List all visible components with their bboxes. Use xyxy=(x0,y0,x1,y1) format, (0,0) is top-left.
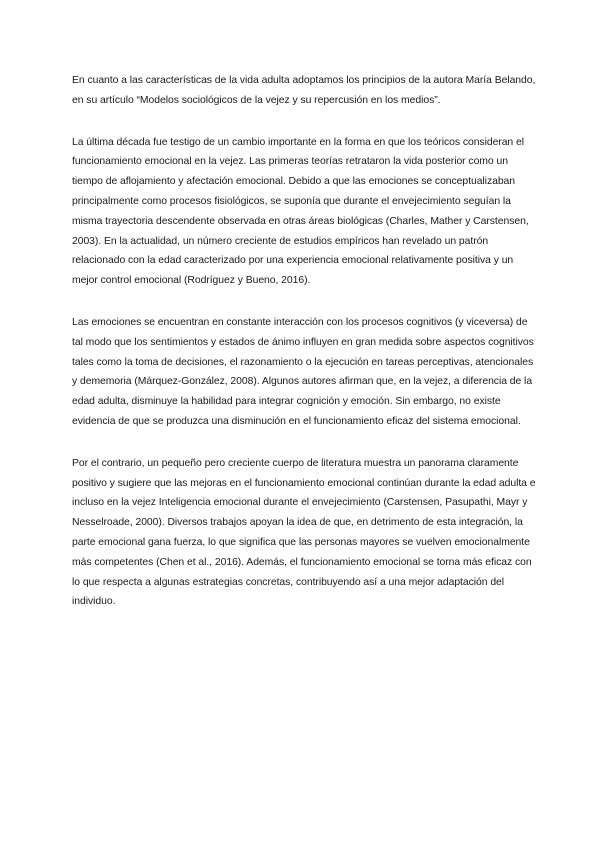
paragraph-emotion-cognition xyxy=(72,313,532,432)
paragraph-emotional-functioning xyxy=(72,133,532,291)
paragraph-intro xyxy=(72,71,536,111)
text-line: individuo. xyxy=(72,596,116,608)
text-line: Por el contrario, un pequeño pero creciente cuerpo de literatura muestra un panorama claramente xyxy=(72,457,519,469)
text-line: incluso en la vejez Inteligencia emocional durante el envejecimiento (Carstensen, Pasupathi, Mayr y xyxy=(72,497,528,509)
text-line: Nesselroade, 2000). Diversos trabajos apoyan la idea de que, en detrimento de esta integración, la xyxy=(72,517,523,529)
text-line: 2003). En la actualidad, un número creciente de estudios empíricos han revelado un patrón xyxy=(72,235,489,247)
text-line: tiempo de aflojamiento y afectación emocional. Debido a que las emociones se conceptualizaban xyxy=(72,176,516,188)
text-line: funcionamiento emocional en la vejez. Las primeras teorías retrataron la vida posterior como un xyxy=(72,156,508,168)
text-line: en su artículo “Modelos sociológicos de la vejez y su repercusión en los medios”. xyxy=(72,94,441,106)
text-line: parte emocional gana fuerza, lo que significa que las personas mayores se vuelven emocionalmente xyxy=(72,536,530,548)
text-line: lo que respecta a algunas estrategias concretas, contribuyendo así a una mejor adaptación del xyxy=(72,576,505,588)
text-line: relacionado con la edad caracterizado por una experiencia emocional relativamente positiva y un xyxy=(72,255,514,267)
paragraph-positive-trend xyxy=(72,454,536,612)
text-line: En cuanto a las características de la vida adulta adoptamos los principios de la autora María Belando, xyxy=(72,75,536,86)
text-line: y dememoria (Márquez-González, 2008). Algunos autores afirman que, en la vejez, a diferencia de la xyxy=(72,376,533,388)
text-line: positivo y sugiere que las mejoras en el funcionamiento emocional continúan durante la edad adulta e xyxy=(72,477,536,489)
text-line: tales como la toma de decisiones, el razonamiento o la ejecución en tareas perceptivas, atencionales xyxy=(72,356,534,368)
text-line: Las emociones se encuentran en constante interacción con los procesos cognitivos (y viceversa) de xyxy=(72,316,528,328)
text-line: edad adulta, disminuye la habilidad para integrar cognición y emoción. Sin embargo, no existe xyxy=(72,396,501,408)
text-line: mejor control emocional (Rodríguez y Bueno, 2016). xyxy=(72,275,311,287)
text-line: evidencia de que se produzca una disminución en el funcionamiento eficaz del sistema emocional. xyxy=(72,415,521,427)
text-line: tal modo que los sentimientos y estados de ánimo influyen en gran medida sobre aspectos cognitivos xyxy=(72,336,534,348)
text-line: más competentes (Chen et al., 2016). Además, el funcionamiento emocional se torna más eficaz con xyxy=(72,556,532,568)
document-body xyxy=(72,71,536,634)
text-line: principalmente como procesos fisiológicos, se suponía que durante el envejecimiento seguían la xyxy=(72,195,511,207)
text-line: misma trayectoria descendente observada en otras áreas biológicas (Charles, Mather y Carstensen, xyxy=(72,215,529,227)
text-line: La última década fue testigo de un cambio importante en la forma en que los teóricos consideran el xyxy=(72,136,524,148)
